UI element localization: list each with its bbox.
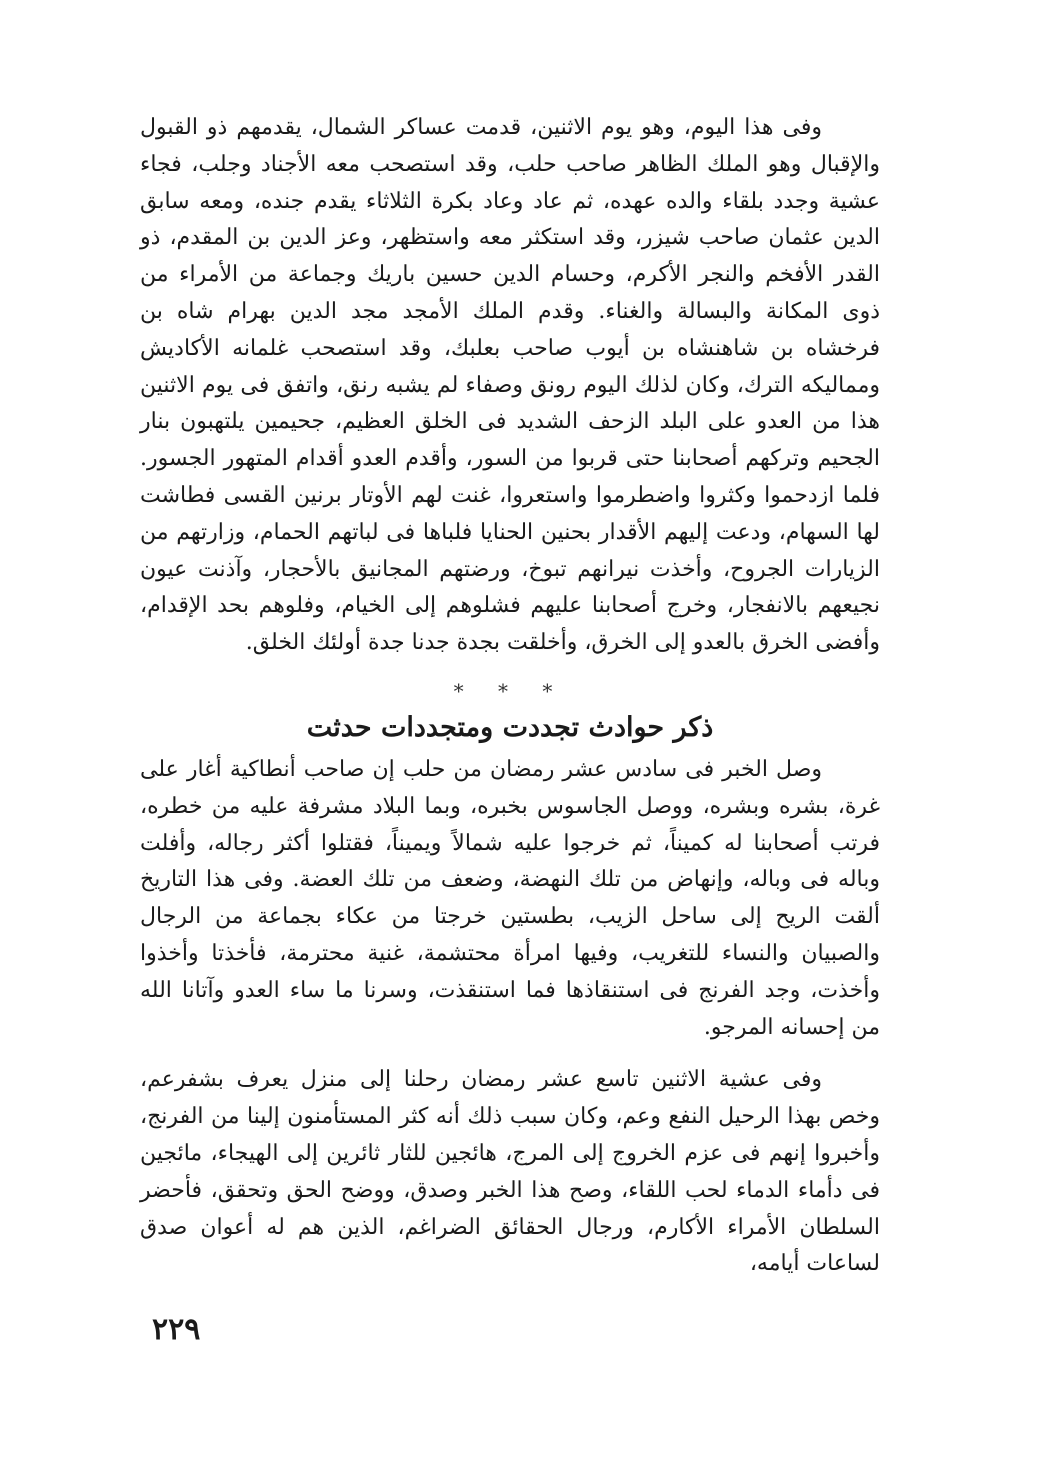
paragraph-2: وصل الخبر فى سادس عشر رمضان من حلب إن صاحب أنطاكية أغار على غرة، بشره وبشره، ووصل الجاسوس بخبره، وبما البلاد مشرفة عليه من خطره، فرتب أصحابنا له كميناً، ثم خرجوا عليه شمالاً ويميناً، فقتلوا أكثر رجاله، وأفلت وباله فى وباله، وإنهاض من تلك النهضة، وضعف من تلك العضة. وفى هذا التاريخ ألقت الريح إلى ساحل الزيب، بطستين خرجتا من عكاء بجماعة من الرجال والصبيان والنساء للتغريب، وفيها امرأة محتشمة، غنية محترمة، فأخذتا وأخذوا وأخذت، وجد الفرنج فى استنقاذها فما استنقذت، وسرنا ما ساء العدو وآتانا الله من إحسانه المرجو.	[140, 756, 880, 1040]
page-number: ٢٢٩	[152, 1312, 201, 1347]
paragraph-1: وفى هذا اليوم، وهو يوم الاثنين، قدمت عساكر الشمال، يقدمهم ذو القبول والإقبال وهو الملك الظاهر صاحب حلب، وقد استصحب معه الأجناد وجلب، فجاء عشية وجدد بلقاء والده عهده، ثم عاد وعاد بكرة الثلاثاء يقدم جنده، ومعه سابق الدين عثمان صاحب شيزر، وقد استكثر معه واستظهر، وعز الدين بن المقدم، ذو القدر الأفخم والنجر الأكرم، وحسام الدين حسين باريك وجماعة من الأمراء من ذوى المكانة والبسالة والغناء. وقدم الملك الأمجد مجد الدين بهرام شاه بن فرخشاه بن شاهنشاه بن أيوب صاحب بعلبك، وقد استصحب غلمانه الأكاديش ومماليكه الترك، وكان لذلك اليوم رونق وصفاء لم يشبه رنق، واتفق فى يوم الاثنين هذا من العدو على البلد الزحف الشديد فى الخلق العظيم، جحيمين يلتهبون بنار الجحيم وتركهم أصحابنا حتى قربوا من السور، وأقدم العدو أقدام المتهور الجسور. فلما ازدحموا وكثروا واضطرموا واستعروا، غنت لهم الأوتار برنين القسى فطاشت لها السهام، ودعت إليهم الأقدار بحنين الحنايا فلباها فى لباتهم الحمام، وزارتهم من الزيارات الجروح، وأخذت نيرانهم تبوخ، ورضتهم المجانيق بالأحجار، وآذنت عيون نجيعهم بالانفجار، وخرج أصحابنا عليهم فشلوهم إلى الخيام، وفلوهم بحد الإقدام، وأفضى الخرق بالعدو إلى الخرق، وأخلقت بجدة جدنا جدة أولئك الخلق.	[140, 115, 880, 656]
section-heading: ذكر حوادث تجددت ومتجددات حدثت	[306, 711, 714, 743]
page-body	[140, 110, 880, 1283]
section-separator: * * *	[453, 678, 567, 703]
paragraph-3: وفى عشية الاثنين تاسع عشر رمضان رحلنا إلى منزل يعرف بشفرعم، وخص بهذا الرحيل النفع وعم، وكان سبب ذلك أنه كثر المستأمنون إلينا من الفرنج، وأخبروا إنهم فى عزم الخروج إلى المرج، هائجين للثار ثائرين إلى الهيجاء، مائجين فى دأماء الدماء لحب اللقاء، وصح هذا الخبر وصدق، ووضح الحق وتحقق، فأحضر السلطان الأمراء الأكارم، ورجال الحقائق الضراغم، الذين هم له أعوان صدق لساعات أيامه،	[140, 1067, 880, 1277]
